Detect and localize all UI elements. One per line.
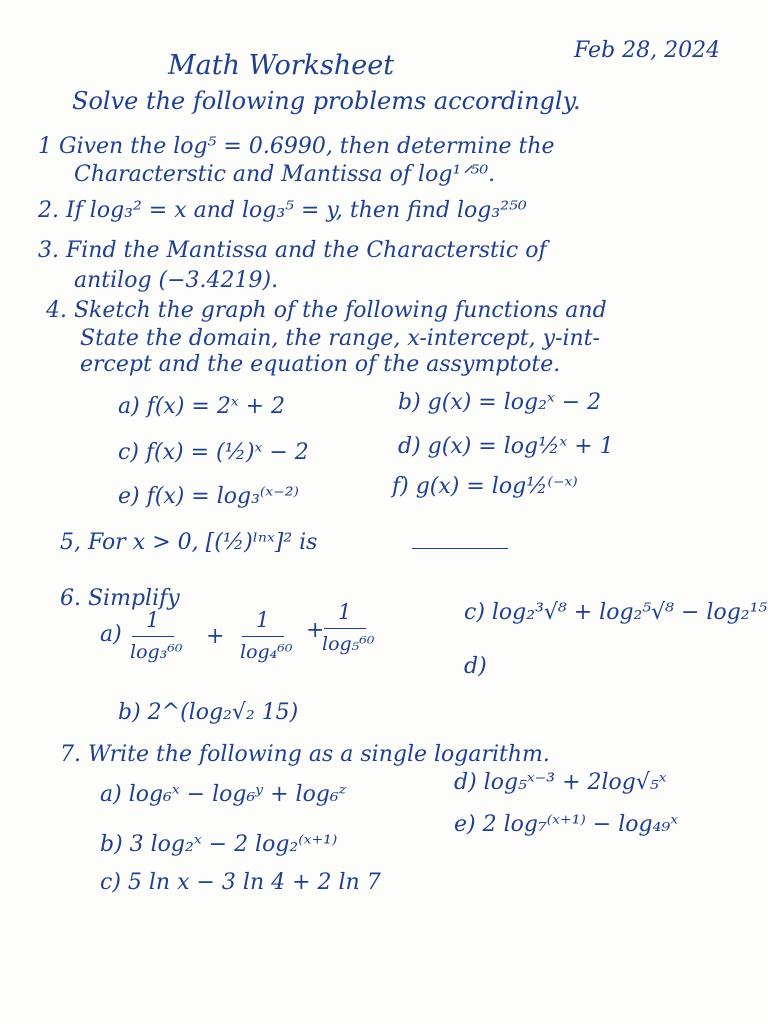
q7-item-c: c) 5 ln x − 3 ln 4 + 2 ln 7 [100, 870, 381, 895]
q7-title: 7. Write the following as a single logarithm. [60, 742, 550, 767]
q7-item-e: e) 2 log₇⁽ˣ⁺¹⁾ − log₄₉ˣ [454, 812, 679, 837]
q4-item-f: f) g(x) = log½⁽⁻ˣ⁾ [392, 474, 578, 499]
q6-a-plus-2: + [306, 618, 325, 643]
q7-item-d: d) log₅ˣ⁻³ + 2log√₅ˣ [454, 770, 667, 795]
q6-a-fraction-bar-1 [132, 636, 174, 637]
q4-line1: 4. Sketch the graph of the following functions and [46, 298, 607, 323]
q5-answer-blank [412, 548, 508, 549]
q6-a-fraction-bar-3 [324, 628, 366, 629]
q2-line1: 2. If log₃² = x and log₃⁵ = y, then find log₃²⁵⁰ [38, 198, 527, 223]
q6-a-denominator-1: log₃⁶⁰ [130, 641, 183, 663]
q6-a-numerator-1: 1 [146, 608, 160, 632]
q4-item-a: a) f(x) = 2ˣ + 2 [118, 394, 286, 419]
q4-item-e: e) f(x) = log₃⁽ˣ⁻²⁾ [118, 484, 299, 509]
q7-item-a: a) log₆ˣ − log₆ʸ + log₆ᶻ [100, 782, 347, 807]
q3-line2: antilog (−3.4219). [74, 268, 279, 293]
q6-title: 6. Simplify [60, 586, 180, 611]
q6-item-b: b) 2^(log₂√₂ 15) [118, 700, 299, 725]
worksheet-date: Feb 28, 2024 [574, 38, 721, 63]
q5-line1: 5, For x > 0, [(½)ˡⁿˣ]² is [60, 530, 318, 555]
q6-item-c: c) log₂³√⁸ + log₂⁵√⁸ − log₂¹⁵ [464, 600, 768, 625]
q4-item-b: b) g(x) = log₂ˣ − 2 [398, 390, 602, 415]
q3-line1: 3. Find the Mantissa and the Characterstic of [38, 238, 547, 263]
q6-a-denominator-2: log₄⁶⁰ [240, 641, 293, 663]
q1-line1: 1 Given the log⁵ = 0.6990, then determine the [38, 134, 555, 159]
worksheet-title: Math Worksheet [168, 50, 395, 81]
q6-a-plus-1: + [206, 624, 225, 649]
q4-item-c: c) f(x) = (½)ˣ − 2 [118, 440, 309, 465]
q4-line3: ercept and the equation of the assymptote. [80, 352, 561, 377]
q7-item-b: b) 3 log₂ˣ − 2 log₂⁽ˣ⁺¹⁾ [100, 832, 338, 857]
q6-a-denominator-3: log₅⁶⁰ [322, 633, 375, 655]
q6-a-fraction-bar-2 [242, 636, 284, 637]
q6-a-numerator-2: 1 [256, 608, 270, 632]
q1-line2: Characterstic and Mantissa of log¹ᐟ⁵⁰. [74, 162, 496, 187]
q6-item-d: d) [464, 654, 487, 679]
q6-a-label: a) [100, 622, 122, 647]
q4-item-d: d) g(x) = log½ˣ + 1 [398, 434, 614, 459]
q6-a-numerator-3: 1 [338, 600, 352, 624]
q4-line2: State the domain, the range, x-intercept, y-int- [80, 326, 600, 351]
instructions: Solve the following problems accordingly. [72, 87, 581, 115]
